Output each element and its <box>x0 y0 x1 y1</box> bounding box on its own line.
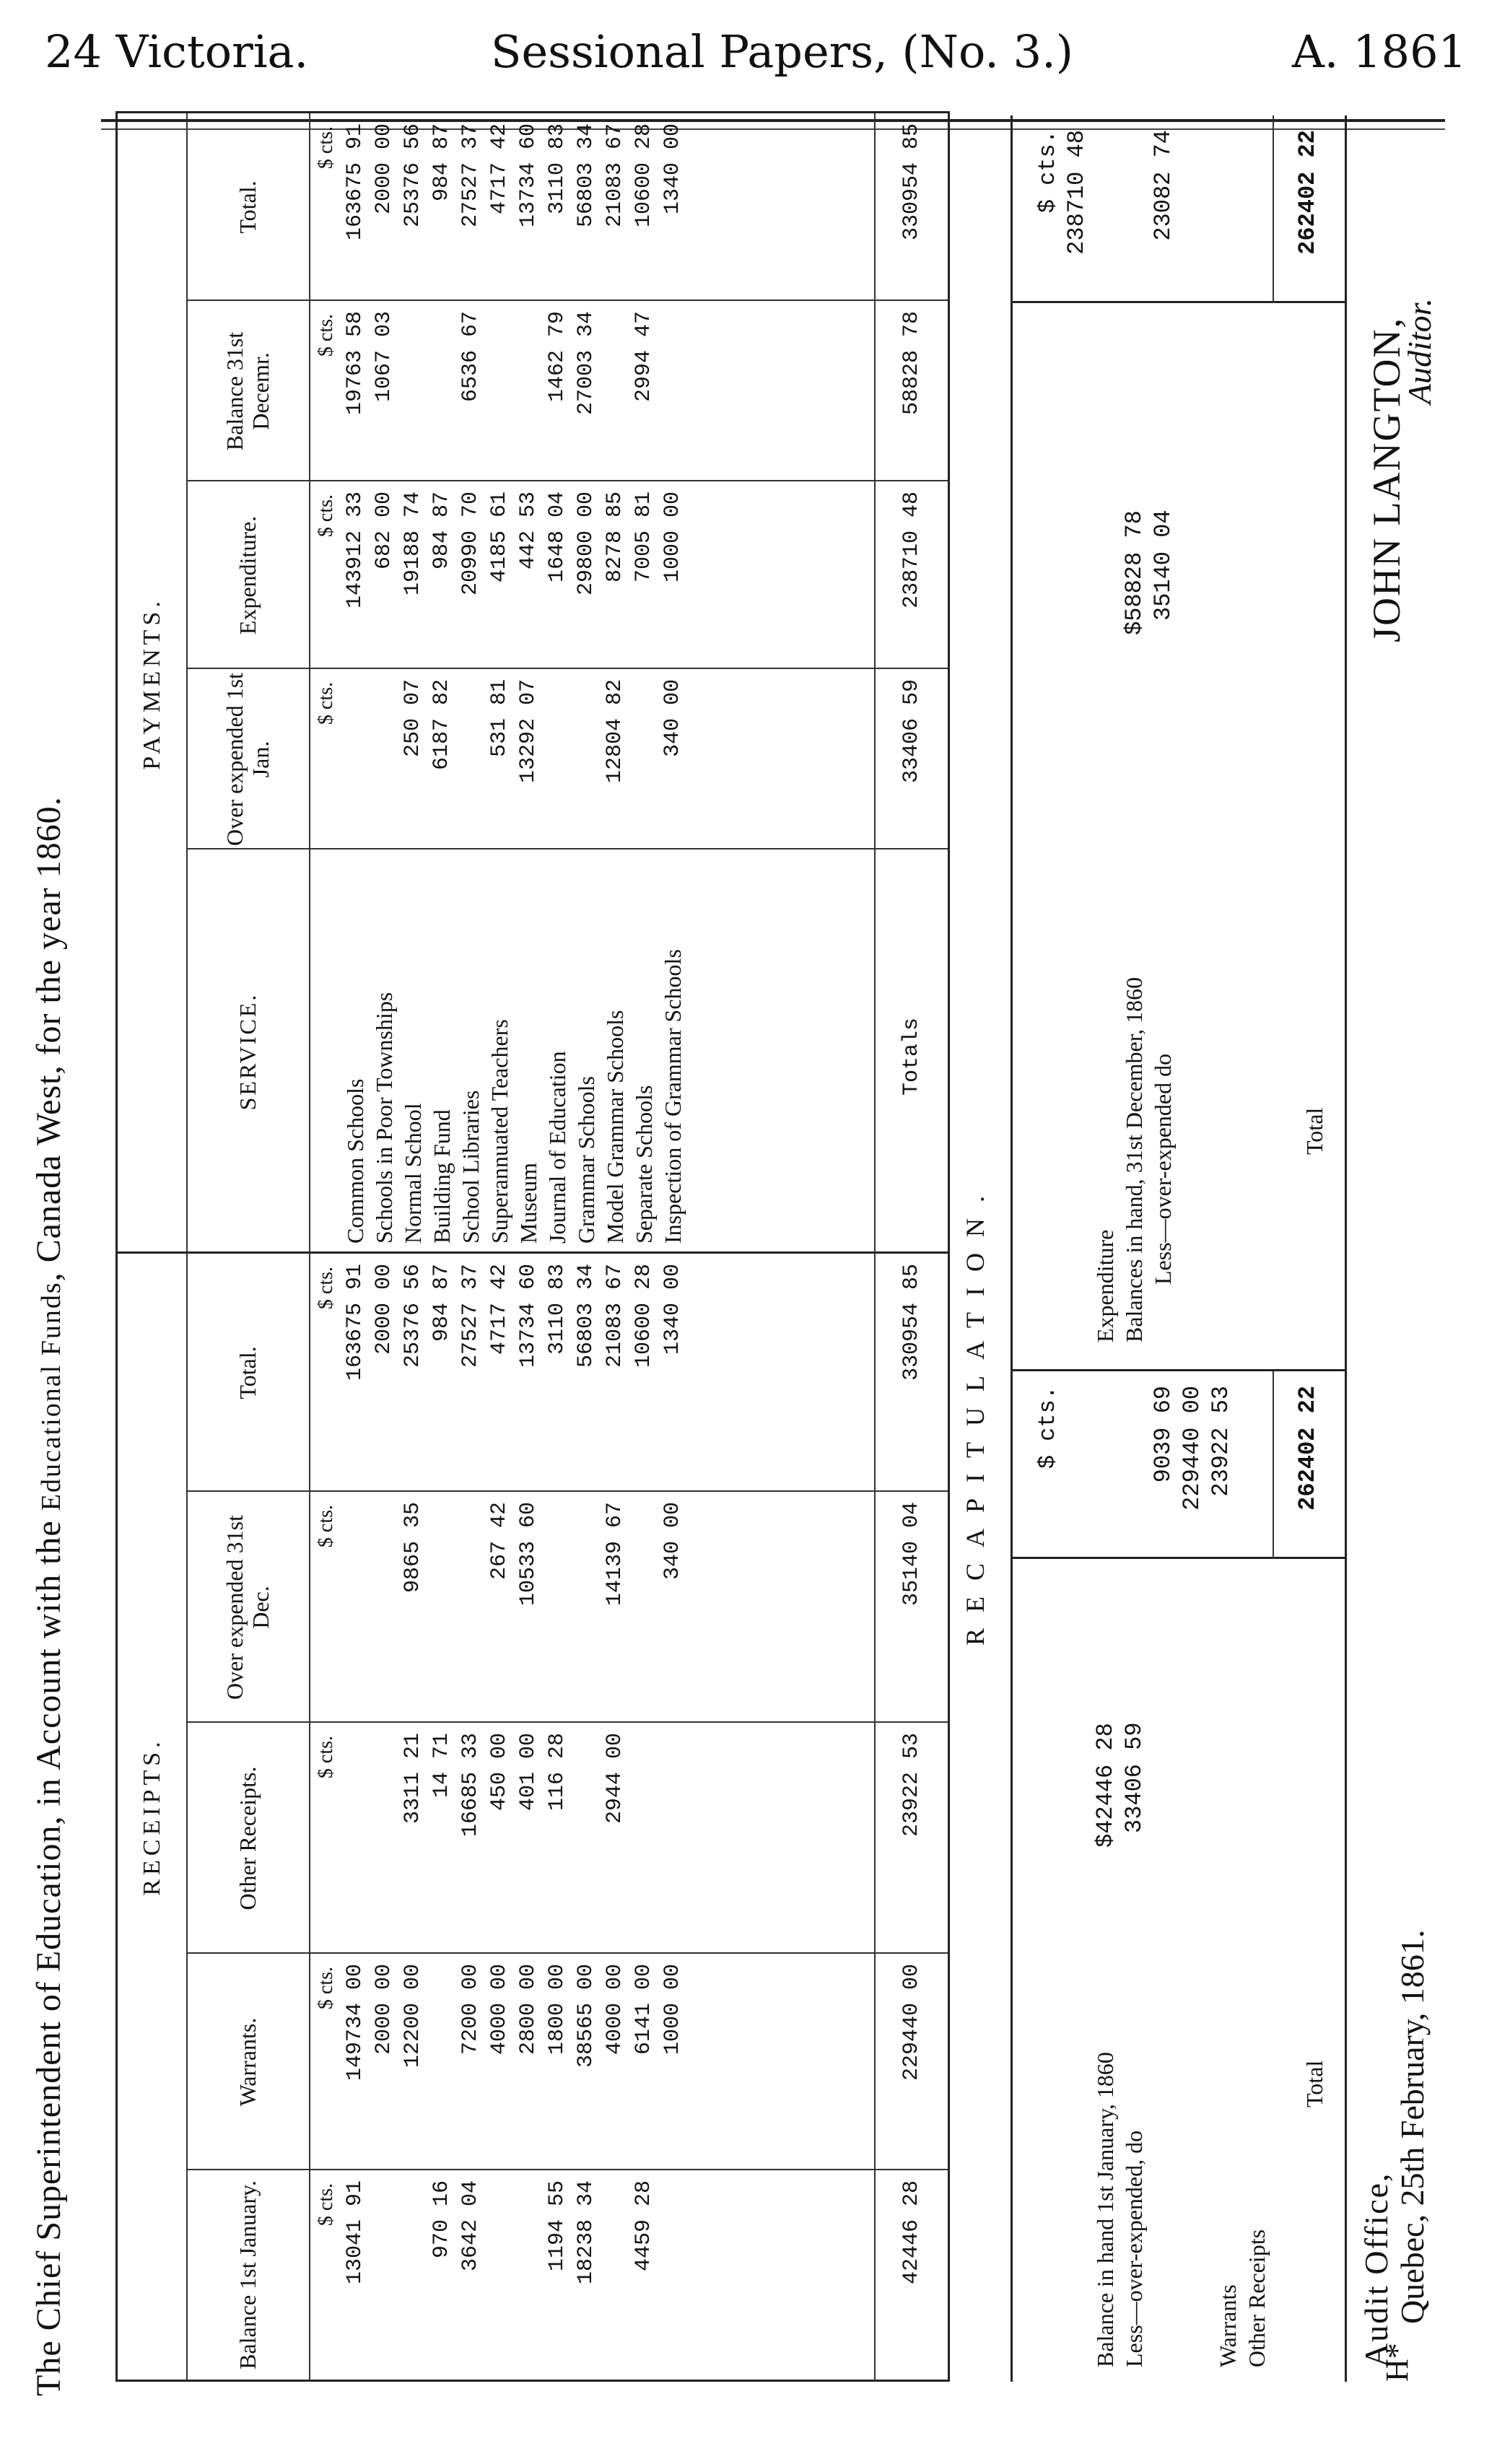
col-header: Total. <box>186 113 310 301</box>
units-label: $ cts. <box>315 314 337 357</box>
service-label: Building Fund <box>429 1109 455 1244</box>
table-cell: 2000 00 <box>372 1264 396 1355</box>
units-label: $ cts. <box>1034 1386 1061 1469</box>
table-cell <box>543 1492 572 1723</box>
service-label: Journal of Education <box>544 1051 570 1244</box>
service-label: Superannuated Teachers <box>486 1019 512 1244</box>
service-label: Museum <box>515 1163 541 1244</box>
table-cell: 6141 00 <box>632 1964 656 2055</box>
table-cell <box>341 1492 370 1723</box>
service-label: Schools in Poor Townships <box>371 992 397 1244</box>
table-cell: 970 16 <box>429 2180 454 2259</box>
column-cells <box>341 669 687 849</box>
table-cell: 267 42 <box>487 1502 512 1581</box>
service-label: Inspection of Grammar Schools <box>660 949 686 1244</box>
table-cell: 9865 35 <box>401 1502 425 1594</box>
total-cell: 23922 53 <box>899 1733 924 1838</box>
table-cell: 6187 82 <box>429 679 454 771</box>
account-caption <box>29 796 69 2396</box>
table-cell: 13734 60 <box>516 123 541 228</box>
table-cell: 7005 81 <box>632 492 656 583</box>
table-cell <box>629 669 658 849</box>
table-cell: 27527 37 <box>458 1264 483 1368</box>
service-label: Normal School <box>400 1103 426 1244</box>
table-cell: 2800 00 <box>516 1964 541 2055</box>
column-cells <box>341 1492 687 1723</box>
table-cell: 27003 34 <box>574 311 598 416</box>
service-label: Separate Schools <box>631 1085 657 1244</box>
table-cell <box>543 669 572 849</box>
recap-total: 262402 22 <box>1294 130 1321 255</box>
table-cell <box>370 1492 398 1723</box>
table-cell: 12200 00 <box>401 1964 425 2068</box>
table-cell: 29800 00 <box>574 492 598 596</box>
recap-right-amounts <box>1013 115 1345 303</box>
table-cell: 13041 91 <box>343 2180 367 2285</box>
recapitulation-block <box>1011 115 1347 2382</box>
divider <box>1273 115 1274 303</box>
col-service <box>186 848 948 1254</box>
table-cell: 7200 00 <box>458 1964 483 2055</box>
table-cell: 13292 07 <box>516 679 541 784</box>
account-table <box>115 111 950 2382</box>
table-cell: 531 81 <box>487 679 512 758</box>
recap-line-label: Warrants <box>1215 2284 1241 2367</box>
receipts-title: RECEIPTS. <box>138 1737 165 1896</box>
col-other-receipts <box>186 1721 948 1954</box>
recap-total-label: Total <box>1301 2060 1327 2107</box>
table-cell: 163675 91 <box>343 123 367 241</box>
service-label: Grammar Schools <box>573 1076 599 1244</box>
units-label: $ cts. <box>315 2183 337 2227</box>
table-cell: 1000 00 <box>660 492 685 583</box>
table-cell: 19188 74 <box>401 492 425 596</box>
col-header: Warrants. <box>186 1954 310 2170</box>
table-cell <box>398 301 427 481</box>
table-cell: 1800 00 <box>545 1964 569 2055</box>
table-cell <box>514 301 543 481</box>
total-row <box>874 2170 948 2380</box>
table-cell: 2000 00 <box>372 1964 396 2055</box>
table-cell: 13734 60 <box>516 1264 541 1368</box>
caption-suffix: , Canada West, for the year 1860. <box>30 796 68 1282</box>
recap-amount: 23082 74 <box>1150 130 1177 241</box>
recap-line-label: Expenditure <box>1092 1229 1118 1342</box>
col-balance-dec <box>186 300 948 481</box>
units-label: $ cts. <box>1034 130 1061 214</box>
table-cell <box>572 669 601 849</box>
table-cell: 1462 79 <box>545 311 569 403</box>
col-balance-jan <box>186 2169 948 2380</box>
recap-left <box>1013 1557 1345 2382</box>
total-row <box>874 1254 948 1492</box>
total-cell: 330954 85 <box>899 123 924 241</box>
divider <box>1273 1371 1274 1559</box>
table-cell: 4459 28 <box>632 2180 656 2272</box>
units-label: $ cts. <box>315 126 337 170</box>
recap-left-amounts <box>1013 1369 1345 1559</box>
units-label: $ cts. <box>315 1267 337 1310</box>
table-cell <box>658 2170 687 2380</box>
recap-total-label: Total <box>1301 1107 1327 1155</box>
col-expenditure <box>186 480 948 669</box>
recap-line-sub: $42446 28 <box>1092 1723 1119 1848</box>
total-cell: 229440 00 <box>899 1964 924 2081</box>
table-cell: 4000 00 <box>487 1964 512 2055</box>
table-cell: 2000 00 <box>372 123 396 215</box>
caption-mid: Educational Funds <box>36 1281 66 1511</box>
column-cells <box>341 1723 687 1954</box>
table-cell: 4717 42 <box>487 1264 512 1355</box>
recap-amount: 229440 00 <box>1179 1386 1205 1511</box>
table-cell: 14 71 <box>429 1733 454 1799</box>
table-cell: 19763 58 <box>343 311 367 416</box>
table-cell: 38565 00 <box>574 1964 598 2068</box>
table-cell: 10600 28 <box>632 123 656 228</box>
table-cell <box>456 1492 485 1723</box>
table-cell <box>341 669 370 849</box>
total-row <box>874 1723 948 1954</box>
table-cell: 4185 61 <box>487 492 512 583</box>
service-label: Model Grammar Schools <box>602 1010 628 1244</box>
col-header: Balance 1st January. <box>186 2170 310 2380</box>
table-cell <box>629 1723 658 1954</box>
total-cell: 42446 28 <box>899 2180 924 2285</box>
table-cell: 340 00 <box>660 1502 685 1581</box>
table-cell: 27527 37 <box>458 123 483 228</box>
table-cell: 56803 34 <box>574 123 598 228</box>
table-cell: 14139 67 <box>603 1502 627 1607</box>
table-cell: 163675 91 <box>343 1264 367 1381</box>
table-cell: 143912 33 <box>343 492 367 609</box>
table-cell: 1340 00 <box>660 1264 685 1355</box>
recap-line-label: Other Receipts <box>1244 2229 1270 2367</box>
recap-line-sub: 33406 59 <box>1121 1722 1148 1833</box>
payments-title: PAYMENTS. <box>138 597 165 770</box>
caption-prefix: The Chief Superintendent of Education, in Account with the <box>30 1520 68 2396</box>
table-cell: 21083 67 <box>603 1264 627 1368</box>
recap-amount: 9039 69 <box>1150 1386 1177 1483</box>
total-cell: 35140 04 <box>899 1502 924 1607</box>
table-cell: 442 53 <box>516 492 541 570</box>
table-cell <box>485 2170 514 2380</box>
recap-total: 262402 22 <box>1294 1386 1321 1511</box>
table-cell: 6536 67 <box>458 311 483 403</box>
table-cell: 149734 00 <box>343 1964 367 2081</box>
units-label: $ cts. <box>315 682 337 725</box>
units-label: $ cts. <box>315 1736 337 1779</box>
recap-line-label: Less—over-expended do <box>1150 1053 1176 1285</box>
col-header: Balance 31st Decemr. <box>186 301 310 481</box>
table-cell <box>427 1954 456 2170</box>
table-cell: 1648 04 <box>545 492 569 583</box>
col-header: Other Receipts. <box>186 1723 310 1954</box>
table-cell: 1340 00 <box>660 123 685 215</box>
table-cell: 8278 85 <box>603 492 627 583</box>
table-cell: 401 00 <box>516 1733 541 1812</box>
recap-right <box>1013 301 1345 1371</box>
table-cell: 20990 70 <box>458 492 483 596</box>
col-header: Over expended 1st Jan. <box>186 669 310 849</box>
table-cell <box>601 2170 629 2380</box>
total-row <box>874 849 948 1254</box>
table-cell: 984 87 <box>429 492 454 570</box>
table-cell: 984 87 <box>429 1264 454 1342</box>
column-cells <box>341 1254 687 1492</box>
table-cell <box>398 2170 427 2380</box>
table-cell: 2994 47 <box>632 311 656 403</box>
col-receipts-total <box>186 1251 948 1492</box>
table-cell: 10533 60 <box>516 1502 541 1607</box>
account-grid <box>186 113 948 2380</box>
page-header <box>0 0 1510 108</box>
recap-amount: 23922 53 <box>1208 1386 1234 1497</box>
total-cell: 58828 78 <box>899 311 924 416</box>
recap-line-label: Balance in hand 1st January, 1860 <box>1092 2052 1118 2367</box>
table-cell <box>370 1723 398 1954</box>
table-cell: 3110 83 <box>545 123 569 215</box>
col-header: Over expended 31st Dec. <box>186 1492 310 1723</box>
table-cell: 1000 00 <box>660 1964 685 2055</box>
volume-label: 24 Victoria. <box>45 25 309 78</box>
table-cell: 984 87 <box>429 123 454 202</box>
total-row <box>874 1954 948 2170</box>
table-cell <box>572 1492 601 1723</box>
col-warrants <box>186 1952 948 2170</box>
table-cell: 56803 34 <box>574 1264 598 1368</box>
table-cell <box>572 1723 601 1954</box>
table-cell: 450 00 <box>487 1733 512 1812</box>
units-label: $ cts. <box>315 494 337 538</box>
service-label: School Libraries <box>458 1090 484 1244</box>
table-cell: 25376 56 <box>401 1264 425 1368</box>
total-row <box>874 481 948 669</box>
col-payments-total <box>186 113 948 301</box>
receipts-heading <box>118 1251 188 2380</box>
office-line-1: Audit Office, <box>1358 2172 1395 2367</box>
total-cell: 33406 59 <box>899 679 924 784</box>
column-cells <box>341 849 687 1254</box>
column-cells <box>341 2170 687 2380</box>
table-cell: 1067 03 <box>372 311 396 403</box>
col-header: Total. <box>186 1254 310 1492</box>
table-cell: 1194 55 <box>545 2180 569 2272</box>
series-label: Sessional Papers, (No. 3.) <box>491 25 1073 78</box>
recap-line-label: Less—over-expended, do <box>1121 2130 1147 2367</box>
table-cell <box>456 669 485 849</box>
column-cells <box>341 481 687 669</box>
table-cell: 4000 00 <box>603 1964 627 2055</box>
col-header: Expenditure. <box>186 481 310 669</box>
col-header: SERVICE. <box>186 849 310 1254</box>
units-label: $ cts. <box>315 1505 337 1548</box>
total-cell: 330954 85 <box>899 1264 924 1381</box>
table-cell: 16685 33 <box>458 1733 483 1838</box>
total-row <box>874 669 948 849</box>
auditor-title: Auditor. <box>1401 298 1438 404</box>
total-cell: 238710 48 <box>899 492 924 609</box>
table-cell: 682 00 <box>372 492 396 570</box>
table-cell <box>658 1723 687 1954</box>
recap-line-sub: 35140 04 <box>1150 510 1177 621</box>
auditor-name: JOHN LANGTON, <box>1365 317 1408 642</box>
table-cell: 18238 34 <box>574 2180 598 2285</box>
totals-label: Totals <box>899 1017 924 1096</box>
total-row <box>874 113 948 301</box>
table-cell <box>427 1492 456 1723</box>
table-cell <box>485 301 514 481</box>
table-cell: 3311 21 <box>401 1733 425 1825</box>
year-label: A. 1861 <box>1292 25 1467 78</box>
table-cell: 250 07 <box>401 679 425 758</box>
service-label: Common Schools <box>342 1078 368 1244</box>
recap-amount: 238710 48 <box>1063 130 1090 255</box>
table-cell: 25376 56 <box>401 123 425 228</box>
table-cell: 3110 83 <box>545 1264 569 1355</box>
col-over-expended-dec <box>186 1490 948 1723</box>
table-cell <box>370 669 398 849</box>
column-cells <box>341 1954 687 2170</box>
total-row <box>874 301 948 481</box>
total-row <box>874 1492 948 1723</box>
col-over-expended-jan <box>186 668 948 849</box>
recapitulation-title: RECAPITULATION. <box>961 1180 990 1646</box>
payments-heading <box>118 113 188 1254</box>
table-cell: 21083 67 <box>603 123 627 228</box>
table-cell: 3642 04 <box>458 2180 483 2272</box>
table-cell: 4717 42 <box>487 123 512 215</box>
column-cells <box>341 301 687 481</box>
table-cell: 340 00 <box>660 679 685 758</box>
table-cell <box>658 301 687 481</box>
table-cell <box>601 301 629 481</box>
table-cell <box>427 301 456 481</box>
table-cell: 12804 82 <box>603 679 627 784</box>
table-cell <box>629 1492 658 1723</box>
account-sheet <box>29 101 1438 2411</box>
column-cells <box>341 113 687 301</box>
recap-line-sub: $58828 78 <box>1121 510 1148 635</box>
table-cell: 2944 00 <box>603 1733 627 1825</box>
office-line-2: Quebec, 25th February, 1861. <box>1394 1929 1431 2324</box>
units-label: $ cts. <box>315 1967 337 2010</box>
table-cell <box>514 2170 543 2380</box>
table-cell: 10600 28 <box>632 1264 656 1368</box>
table-cell <box>370 2170 398 2380</box>
table-cell: 116 28 <box>545 1733 569 1812</box>
recap-line-label: Balances in hand, 31st December, 1860 <box>1121 977 1147 1342</box>
marginal-mark: H* <box>1379 2343 1415 2382</box>
table-cell <box>341 1723 370 1954</box>
